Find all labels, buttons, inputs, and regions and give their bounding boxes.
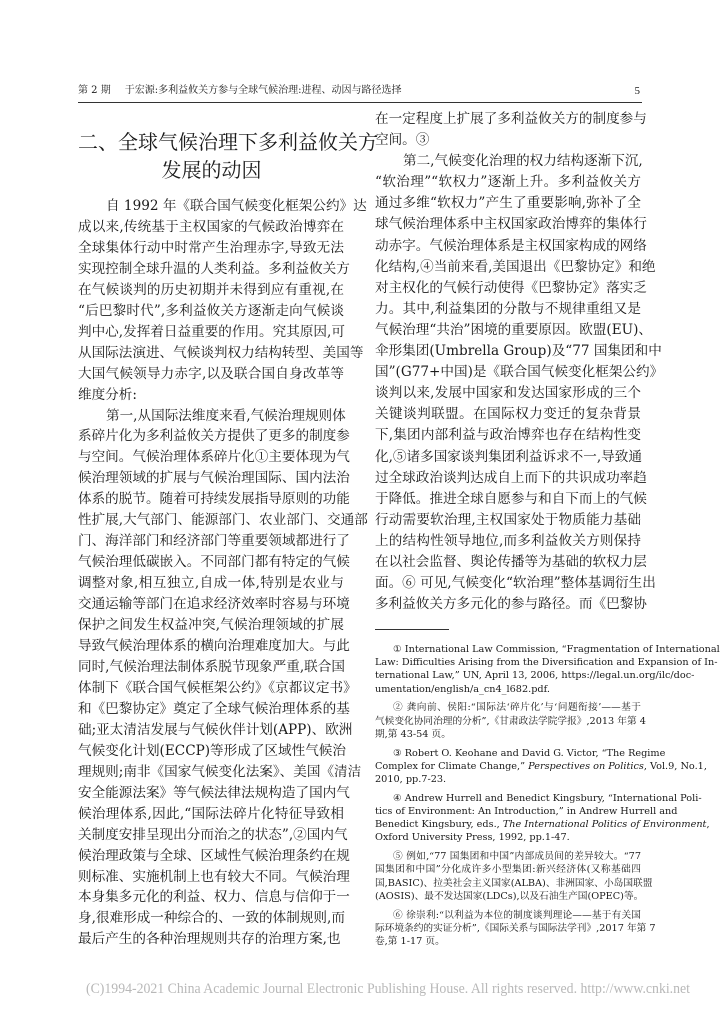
footnote-line bbox=[375, 850, 641, 863]
text-line: 化结构,④当前来看,美国退出《巴黎协定》和绝 bbox=[375, 258, 656, 275]
text-line: 候治理领域的扩展与气候治理国际、国内法治 bbox=[78, 470, 350, 487]
footnote-text: Complex for Climate Change,” bbox=[375, 760, 529, 772]
text-line: 安全能源法案》等气候法律法规构造了国内气 bbox=[78, 784, 350, 801]
footnote-line bbox=[375, 656, 718, 669]
footnote-line bbox=[375, 792, 702, 805]
footnote-line bbox=[375, 669, 695, 682]
footnote-text: Benedict Kingsbury, eds., bbox=[375, 819, 503, 831]
footnote-line bbox=[375, 818, 710, 831]
footnote-text: umentation/english/a_cn4_l682.pdf. bbox=[375, 683, 550, 695]
footnote-text: , Vol.9, No.1, bbox=[643, 760, 707, 772]
text-line: 面。⑥ 可见,气候变化“软治理”整体基调衍生出 bbox=[375, 575, 656, 592]
footnote bbox=[375, 850, 653, 903]
text-line: 与空间。气候治理体系碎片化①主要体现为气 bbox=[78, 449, 350, 466]
footnote-line bbox=[375, 701, 641, 714]
right-column bbox=[375, 109, 664, 615]
footnote-rule bbox=[375, 629, 449, 630]
running-header bbox=[78, 84, 642, 98]
text-line: 础;亚太清洁发展与气候伙伴计划(APP)、欧洲 bbox=[78, 721, 353, 738]
footnote-text: 卷,第 1-17 页。 bbox=[375, 936, 445, 948]
text-line: 力。其中,利益集团的分散与不规律重组又是 bbox=[375, 300, 641, 317]
footnote-text: 国,BASIC)、拉美社会主义国家(ALBA)、非洲国家、小岛国联盟 bbox=[375, 877, 653, 889]
section-title-line: 二、全球气候治理下多利益攸关方 bbox=[78, 130, 378, 154]
text-line: 成以来,传统基于主权国家的气候政治博弈在 bbox=[78, 218, 344, 235]
text-line: 化,⑤诸多国家谈判集团利益诉求不一,导致通 bbox=[375, 448, 642, 465]
text-line: 体系的脱节。随着可持续发展指导原则的功能 bbox=[78, 491, 350, 508]
footnote-line bbox=[375, 890, 644, 903]
footnote-text: , bbox=[706, 819, 710, 831]
footnote-text: ⑤ 例如,“77 国集团和中国”内部成员间的差异较大。“77 bbox=[393, 851, 641, 863]
text-line: 同时,气候治理法制体系脱节现象严重,联合国 bbox=[78, 658, 345, 675]
text-line: 理规则;南非《国家气候变化法案》、美国《清洁 bbox=[78, 763, 362, 780]
text-line: 保护之间发生权益冲突,气候治理领域的扩展 bbox=[78, 617, 344, 634]
footnote-line bbox=[375, 728, 641, 741]
footnote-text: 期,第 43-54 页。 bbox=[375, 728, 451, 740]
footnote-text: ③ Robert O. Keohane and David G. Victor, “The Regime bbox=[393, 747, 666, 759]
text-line: 自 1992 年《联合国气候变化框架公约》达 bbox=[106, 198, 367, 214]
footnote-text: (AOSIS)、最不发达国家(LDCs),以及石油生产国(OPEC)等。 bbox=[375, 890, 644, 902]
footnote bbox=[375, 747, 707, 787]
footnote bbox=[375, 792, 710, 845]
text-line: 和《巴黎协定》奠定了全球气候治理体系的基 bbox=[78, 700, 350, 717]
text-line: 维度分析: bbox=[78, 386, 137, 403]
text-line: 最后产生的各种治理规则共存的治理方案,也 bbox=[78, 931, 341, 948]
paragraph bbox=[78, 196, 367, 406]
text-line: “后巴黎时代”,多利益攸关方逐渐走向气候谈 bbox=[78, 302, 344, 319]
text-line: 实现控制全球升温的人类利益。多利益攸关方 bbox=[78, 260, 350, 277]
text-line: 候治理政策与全球、区域性气候治理条约在规 bbox=[78, 847, 350, 864]
footnote-line bbox=[375, 760, 707, 773]
footnote-line bbox=[375, 773, 641, 786]
text-line: 在气候谈判的历史初期并未得到应有重视,在 bbox=[78, 281, 344, 298]
text-line: 在以社会监督、舆论传播等为基础的软权力层 bbox=[375, 553, 647, 570]
footnote-text: ternational Law,” UN, April 13, 2006, https://legal.un.org/ilc/doc- bbox=[375, 670, 695, 682]
text-line: 上的结构性领导地位,而多利益攸关方则保持 bbox=[375, 532, 641, 549]
footnote-line bbox=[375, 643, 720, 656]
text-line: 从国际法演进、气候谈判权力结构转型、美国等 bbox=[78, 344, 364, 361]
header-rule bbox=[78, 102, 642, 103]
footnote bbox=[375, 701, 646, 741]
text-line: 系碎片化为多利益攸关方提供了更多的制度参 bbox=[78, 428, 350, 445]
section-title-line: 发展的动因 bbox=[161, 158, 262, 182]
footnotes bbox=[375, 643, 720, 954]
footnote-text: ⑥ 徐崇利:“以利益为本位的制度谈判理论——基于有关国 bbox=[393, 909, 641, 921]
footnote-text: 国集团和中国”分化成许多小型集团:新兴经济体(又称基础四 bbox=[375, 864, 641, 876]
text-line: 于降低。推进全球自愿参与和自下而上的气候 bbox=[375, 490, 647, 507]
running-title: 于宏源:多利益攸关方参与全球气候治理:进程、动因与路径选择 bbox=[124, 85, 402, 96]
watermark bbox=[86, 978, 692, 998]
section-title bbox=[78, 128, 378, 184]
text-line: 气候治理“共治”困境的重要原因。欧盟(EU)、 bbox=[375, 321, 652, 338]
footnote-line bbox=[375, 805, 678, 818]
text-line: 谈判以来,发展中国家和发达国家形成的三个 bbox=[375, 385, 641, 402]
text-line: 对主权化的气候行动使得《巴黎协定》落实乏 bbox=[375, 279, 647, 296]
paragraph bbox=[375, 151, 664, 615]
text-line: 通过多维“软权力”产生了重要影响,弥补了全 bbox=[375, 195, 641, 212]
text-line: 空间。③ bbox=[375, 132, 430, 149]
text-line: 伞形集团(Umbrella Group)及“77 国集团和中 bbox=[375, 343, 662, 360]
text-line: 候治理体系,因此,“国际法碎片化特征导致相 bbox=[78, 805, 344, 822]
text-line: 行动需要软治理,主权国家处于物质能力基础 bbox=[375, 511, 641, 528]
text-line: 大国气候领导力赤字,以及联合国自身改革等 bbox=[78, 365, 344, 382]
footnote-text: Law: Difficulties Arising from the Diversification and Expansion of In- bbox=[375, 657, 718, 669]
footnote-text: ④ Andrew Hurrell and Benedict Kingsbury, “International Poli- bbox=[393, 792, 702, 804]
text-line: 交通运输等部门在追求经济效率时容易与环境 bbox=[78, 596, 350, 613]
text-line: 过全球政治谈判达成自上而下的共识成功率趋 bbox=[375, 469, 647, 486]
footnote-line bbox=[375, 715, 646, 728]
footnote-line bbox=[375, 747, 666, 760]
left-column bbox=[78, 196, 368, 950]
footnote-line bbox=[375, 683, 641, 696]
text-line: 气候变化计划(ECCP)等形成了区域性气候治 bbox=[78, 742, 346, 759]
text-line: 气候治理低碳嵌入。不同部门都有特定的气候 bbox=[78, 554, 350, 571]
footnote-text: 际环境条约的实证分析”,《国际关系与国际法学刊》,2017 年第 7 bbox=[375, 922, 656, 934]
text-line: 调整对象,相互独立,自成一体,特别是农业与 bbox=[78, 575, 344, 592]
text-line: “软治理”“软权力”逐渐上升。多利益攸关方 bbox=[375, 174, 641, 191]
text-line: 球气候治理体系中主权国家政治博弈的集体行 bbox=[375, 216, 647, 233]
text-line: 门、海洋部门和经济部门等重要领域都进行了 bbox=[78, 533, 350, 550]
footnote-text: 2010, pp.7-23. bbox=[375, 774, 447, 786]
footnote-line bbox=[375, 831, 641, 844]
text-line: 性扩展,大气部门、能源部门、农业部门、交通部 bbox=[78, 512, 368, 529]
text-line: 则标准、实施机制上也有较大不同。气候治理 bbox=[78, 868, 350, 885]
text-line: 下,集团内部利益与政治博弈也存在结构性变 bbox=[375, 427, 641, 444]
text-line: 国”(G77+中国)是《联合国气候变化框架公约》 bbox=[375, 364, 664, 381]
text-line: 关键谈判联盟。在国际权力变迁的复杂背景 bbox=[375, 406, 641, 423]
footnote-text: ① International Law Commission, “Fragmentation of International bbox=[393, 644, 720, 655]
footnote-line bbox=[375, 922, 656, 935]
text-line: 身,很难形成一种综合的、一致的体制规则,而 bbox=[78, 910, 345, 927]
footnote bbox=[375, 643, 720, 696]
text-line: 全球集体行动中时常产生治理赤字,导致无法 bbox=[78, 239, 344, 256]
paragraph bbox=[375, 109, 647, 151]
text-line: 第一,从国际法维度来看,气候治理规则体 bbox=[106, 407, 346, 424]
footnote-text: ② 龚向前、侯阳:“国际法‘碎片化’与‘问题衔接’——基于 bbox=[393, 702, 641, 714]
footnote-text: 气候变化协同治理的分析”,《甘肃政法学院学报》,2013 年第 4 bbox=[375, 715, 646, 727]
footnote-line bbox=[375, 935, 641, 948]
italic-title: Perspectives on Politics bbox=[528, 760, 644, 772]
footnote-text: tics of Environment: An Introduction,” in Andrew Hurrell and bbox=[375, 806, 678, 818]
footnote-line bbox=[375, 877, 653, 890]
text-line: 在一定程度上扩展了多利益攸关方的制度参与 bbox=[375, 111, 647, 127]
watermark-text: (C)1994-2021 China Academic Journal Electronic Publishing House. All rights reserved. http://www.cnki.net bbox=[86, 981, 691, 997]
text-line: 体制下《联合国气候框架公约》《京都议定书》 bbox=[78, 679, 357, 696]
text-line: 本身集多元化的利益、权力、信息与信仰于一 bbox=[78, 889, 350, 906]
text-line: 第二,气候变化治理的权力结构逐渐下沉, bbox=[403, 153, 643, 170]
text-line: 动赤字。气候治理体系是主权国家构成的网络 bbox=[375, 237, 647, 254]
footnote-line bbox=[375, 909, 641, 922]
text-line: 导致气候治理体系的横向治理难度加大。与此 bbox=[78, 638, 350, 655]
text-line: 判中心,发挥着日益重要的作用。究其原因,可 bbox=[78, 323, 345, 340]
text-line: 关制度安排呈现出分而治之的状态”,②国内气 bbox=[78, 826, 348, 843]
footnote-text: Oxford University Press, 1992, pp.1-47. bbox=[375, 832, 570, 844]
paragraph bbox=[78, 406, 368, 951]
issue-number: 第 2 期 bbox=[78, 85, 111, 96]
footnote bbox=[375, 909, 656, 949]
text-line: 多利益攸关方多元化的参与路径。而《巴黎协 bbox=[375, 596, 647, 613]
italic-title: The International Politics of Environment bbox=[502, 819, 707, 831]
page-number: 5 bbox=[634, 85, 640, 97]
footnote-line bbox=[375, 863, 641, 876]
